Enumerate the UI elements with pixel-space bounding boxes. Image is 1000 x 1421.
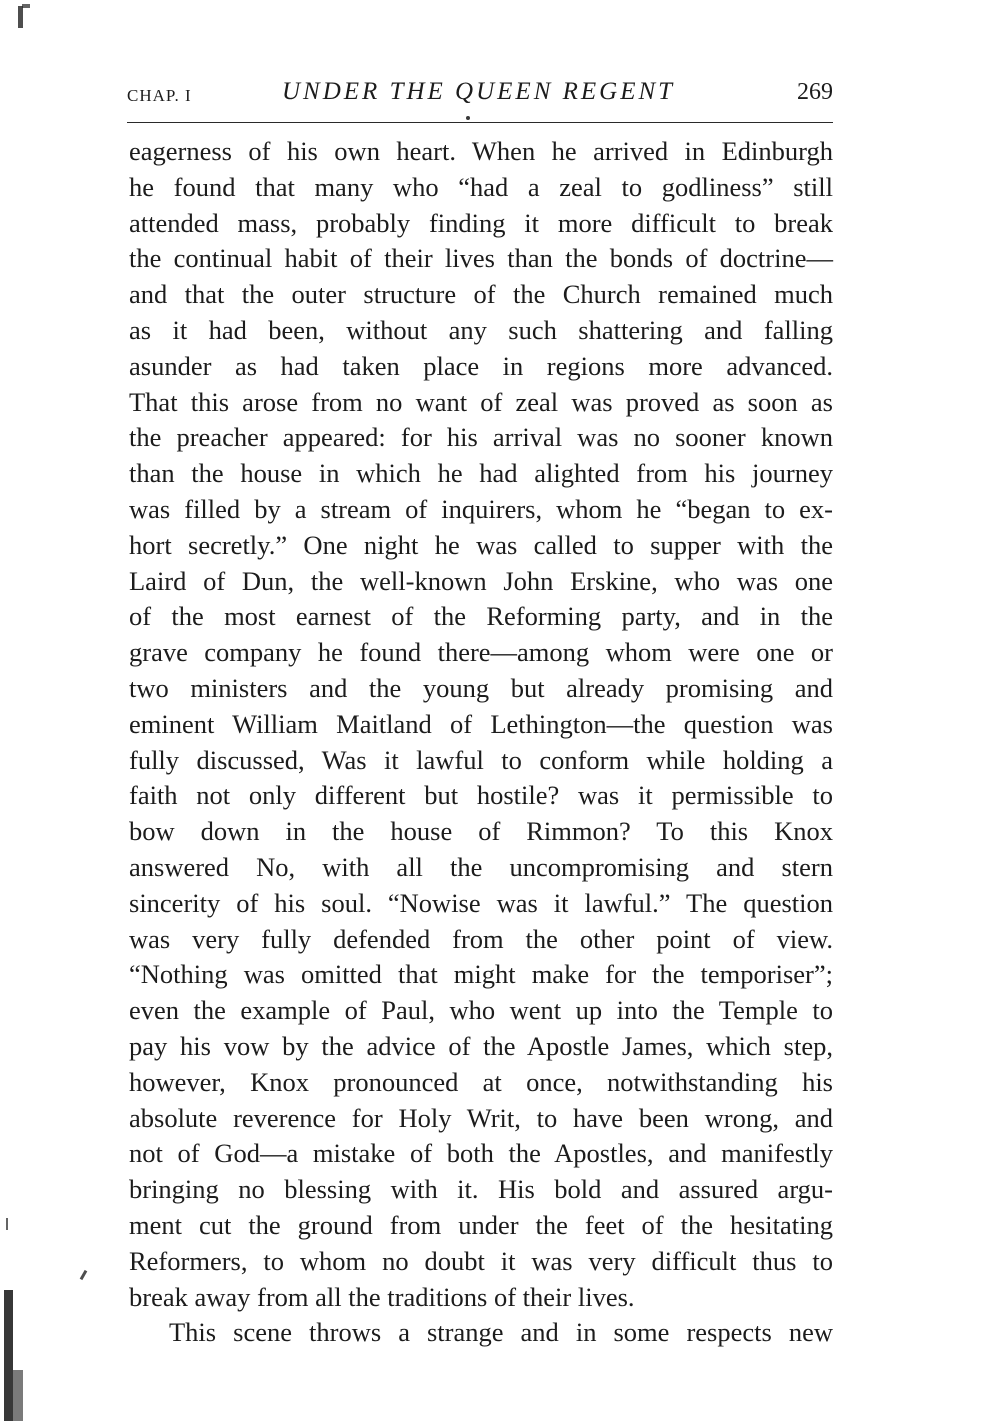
scan-mark [6, 1218, 8, 1230]
text-line: and that the outer structure of the Church remained much [129, 279, 833, 310]
text-line: the preacher appeared: for his arrival was no sooner known [129, 422, 833, 453]
text-line: was filled by a stream of inquirers, whom he “began to ex- [129, 493, 833, 524]
text-line: however, Knox pronounced at once, notwithstanding his [129, 1066, 833, 1097]
scan-mark [4, 1290, 13, 1421]
paragraph-end-line: break away from all the traditions of their lives. [129, 1281, 635, 1312]
paragraph-start-line: This scene throws a strange and in some respects new [169, 1317, 833, 1348]
text-line: pay his vow by the advice of the Apostle James, which step, [129, 1030, 833, 1061]
text-line: eminent William Maitland of Lethington—the question was [129, 708, 833, 739]
text-line: bringing no blessing with it. His bold and assured argu- [129, 1174, 833, 1205]
text-line: “Nothing was omitted that might make for the temporiser”; [129, 959, 833, 990]
text-line: two ministers and the young but already promising and [129, 672, 833, 703]
text-line: answered No, with all the uncompromising and stern [129, 851, 833, 882]
scan-mark [80, 1270, 88, 1280]
page-number: 269 [797, 79, 833, 105]
text-line: even the example of Paul, who went up into the Temple to [129, 995, 833, 1026]
text-line: was very fully defended from the other point of view. [129, 923, 833, 954]
running-head [127, 74, 833, 114]
scan-mark [22, 4, 30, 8]
text-line: than the house in which he had alighted from his journey [129, 458, 833, 489]
text-line: of the most earnest of the Reforming party, and in the [129, 601, 833, 632]
text-line: the continual habit of their lives than the bonds of doctrine— [129, 243, 833, 274]
text-line: That this arose from no want of zeal was proved as soon as [129, 386, 833, 417]
text-line: he found that many who “had a zeal to godliness” still [129, 171, 833, 202]
scan-mark [18, 6, 23, 28]
text-line: asunder as had taken place in regions more advanced. [129, 350, 833, 381]
text-line: grave company he found there—among whom were one or [129, 637, 833, 668]
text-line: as it had been, without any such shattering and falling [129, 314, 833, 345]
body-text [129, 134, 833, 1351]
text-line: bow down in the house of Rimmon? To this Knox [129, 816, 833, 847]
text-line: eagerness of his own heart. When he arrived in Edinburgh [129, 136, 833, 166]
text-line: sincerity of his soul. “Nowise was it lawful.” The question [129, 887, 833, 918]
text-line: faith not only different but hostile? was it permissible to [129, 780, 833, 811]
header-rule [127, 122, 833, 123]
text-line: hort secretly.” One night he was called to supper with the [129, 529, 833, 560]
text-line: Laird of Dun, the well-known John Erskine, who was one [129, 565, 833, 596]
scan-mark [466, 116, 470, 120]
running-title: UNDER THE QUEEN REGENT [282, 78, 676, 105]
text-line: ment cut the ground from under the feet of the hesitating [129, 1209, 833, 1240]
text-line: absolute reverence for Holy Writ, to have been wrong, and [129, 1102, 833, 1133]
text-line: attended mass, probably finding it more difficult to break [129, 207, 833, 238]
chapter-label: CHAP. I [127, 86, 192, 105]
text-line: not of God—a mistake of both the Apostles, and manifestly [129, 1138, 833, 1169]
text-line: fully discussed, Was it lawful to conform while holding a [129, 744, 833, 775]
scan-mark [13, 1370, 23, 1421]
text-line: Reformers, to whom no doubt it was very difficult thus to [129, 1245, 833, 1276]
